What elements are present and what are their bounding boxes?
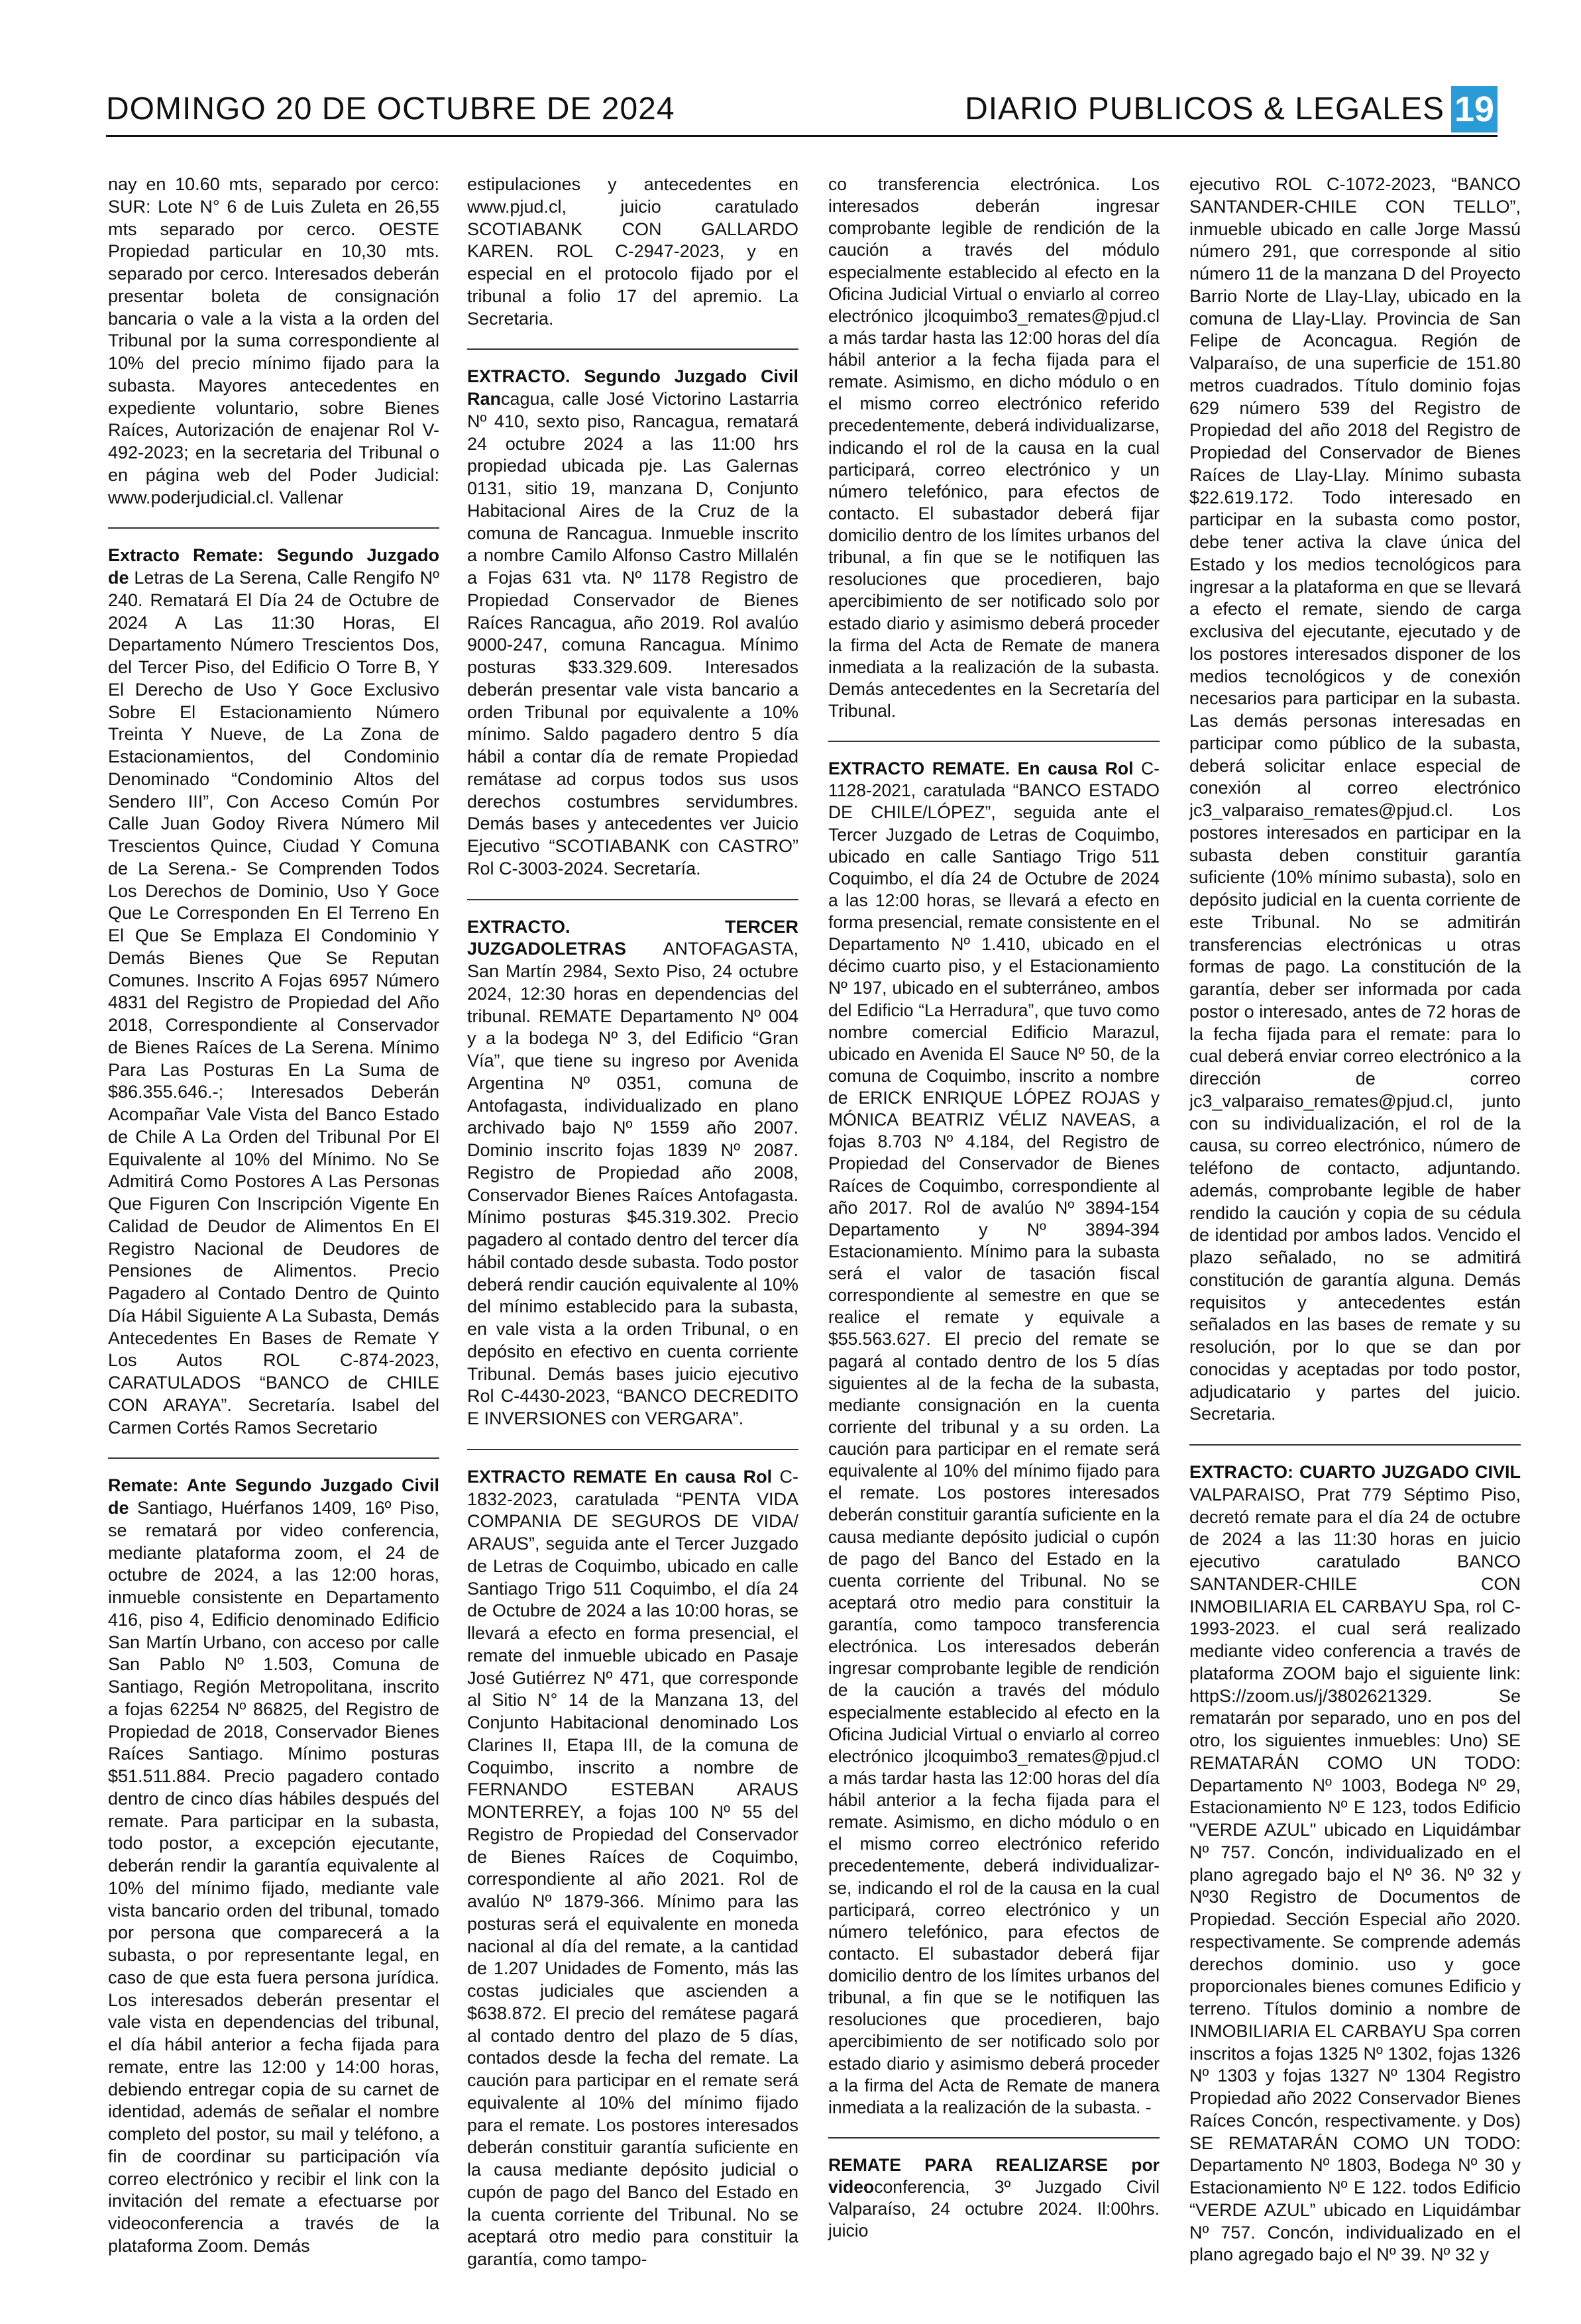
column-4: [1189, 174, 1521, 2285]
notice-heading: EXTRACTO. TERCER JUZGADOLETRAS: [467, 916, 798, 959]
issue-date: DOMINGO 20 DE OCTUBRE DE 2024: [106, 91, 675, 127]
notice: [108, 1475, 439, 2257]
column-2: [467, 174, 798, 2290]
notice-heading: EXTRACTO: CUARTO JUZGADO CIVIL: [1189, 1462, 1521, 1482]
notice-heading: EXTRACTO. Segundo Juzgado Civil Ran: [467, 366, 798, 409]
notice-heading: Remate: Ante Segundo Juzgado Civil de: [108, 1475, 439, 1518]
notice-body: conferencia, 3º Juzgado Civil Valparaíso, 24 octubre 2024. Il:00hrs. juicio: [828, 2177, 1160, 2241]
notice-divider: [108, 1457, 439, 1459]
notice-divider: [108, 527, 439, 529]
notice-continuation: estipulaciones y antecedentes en www.pjud.cl, juicio caratulado SCOTIABANK CON GALLARDO KAREN. ROL C-2947-2023, y en especial en el protocolo fijado por el tribunal a folio 17 del apremio. La Secretaria.: [467, 174, 798, 329]
notice-divider: [467, 899, 798, 900]
header-rule: [106, 135, 1498, 137]
notice: [108, 545, 439, 1439]
notice: [828, 758, 1160, 2119]
notice-heading: EXTRACTO REMATE En causa Rol: [467, 1466, 773, 1487]
section-title: DIARIO PUBLICOS & LEGALES: [965, 91, 1445, 127]
notice-divider: [1189, 1444, 1521, 1446]
column-3: [828, 174, 1160, 2260]
notice-heading: Extracto Remate: Segundo Juzgado de: [108, 545, 439, 588]
column-1: [108, 174, 439, 2276]
notice-divider: [828, 2137, 1160, 2139]
notice-body: ANTOFAGASTA, San Martín 2984, Sexto Piso, 24 octubre 2024, 12:30 horas en dependencias del tribunal. REMATE Departamento Nº 004 y a la bodega Nº 3, del Edificio “Gran Vía”, que tiene su ingreso por Avenida Argentina Nº 0351, comuna de Antofagasta, individualizado en plano archivado bajo Nº 1559 año 2007. Dominio inscrito fojas 1839 Nº 2087. Registro de Propiedad año 2008, Conservador Bienes Raíces Antofagasta. Mínimo posturas $45.319.302. Precio pagadero al contado dentro del tercer día hábil contado desde subasta. Todo postor deberá rendir caución equivalente al 10% del mínimo establecido para la subasta, en vale vista a la orden Tribunal, o en depósito en efectivo en cuenta corriente Tribunal. Demás bases juicio ejecutivo Rol C-4430-2023, “BANCO DECREDITO E INVERSIONES con VERGARA”.: [467, 939, 798, 1428]
page-number-badge: 19: [1451, 86, 1498, 132]
notice-body: cagua, calle José Victorino Lastarria Nº 410, sexto piso, Rancagua, rematará 24 octubre 2024 a las 11:00 hrs propiedad ubicada pje. Las Galernas 0131, sitio 19, manzana D, Conjunto Habitacional Aires de la Cruz de la comuna de Rancagua. Inmueble inscrito a nombre Camilo Alfonso Castro Millalén a Fojas 631 vta. Nº 1178 Registro de Propiedad Conservador de Bienes Raíces Rancagua, año 2019. Rol avalúo 9000-247, comuna Rancagua. Mínimo posturas $33.329.609. Interesados deberán presentar vale vista bancario a orden Tribunal por equivalente a 10% mínimo. Saldo pagadero dentro 5 día hábil a contar día de remate Propiedad remátase ad corpus todos sus usos derechos costumbres servidumbres. Demás bases y antecedentes ver Juicio Ejecutivo “SCOTIABANK con CASTRO” Rol C-3003-2024. Secretaría.: [467, 389, 798, 878]
notice-divider: [828, 741, 1160, 742]
page-header: [106, 86, 1498, 132]
notice: [467, 916, 798, 1430]
notice-divider: [467, 348, 798, 350]
notice-body: Santiago, Huérfanos 1409, 16º Piso, se rematará por video conferencia, mediante plataforma zoom, el 24 de octubre de 2024, a las 12:00 horas, inmueble consistente en Departamento 416, piso 4, Edificio denominado Edificio San Martín Urbano, con acceso por calle San Pablo Nº 1.503, Comuna de Santiago, Región Metropolitana, inscrito a fojas 62254 Nº 86825, del Registro de Propiedad de 2018, Conservador Bienes Raíces Santiago. Mínimo posturas $51.511.884. Precio pagadero contado dentro de cinco días hábiles después del remate. Para participar en la subasta, todo postor, a excepción ejecutante, deberán rendir la garantía equivalente al 10% del mínimo fijado, mediante vale vista bancario orden del tribunal, tomado por persona que comparecerá a la subasta, o por representante legal, en caso de que esta fuera persona jurídica. Los interesados deberán presentar el vale vista en dependencias del tribunal, el día hábil anterior a fecha fijada para remate, entre las 12:00 y 14:00 horas, debiendo entregar copia de su carnet de identidad, además de señalar el nombre completo del postor, su mail y teléfono, a fin de coordinar su participación vía correo electrónico y recibir el link con la invitación del remate a efectuarse por videoconferencia a través de la plataforma Zoom. Demás: [108, 1498, 439, 2256]
notice-divider: [467, 1449, 798, 1450]
notice: [467, 366, 798, 880]
notice-continuation: nay en 10.60 mts, separado por cerco: SUR: Lote N° 6 de Luis Zuleta en 26,55 mts separado por cerco. OESTE Propiedad particular en 10,30 mts. separado por cerco. Interesados deberán presentar boleta de consignación bancaria o vale a la vista a la orden del Tribunal por la suma correspondiente al 10% del precio mínimo fijado para la subasta. Mayores antecedentes en expediente voluntario, sobre Bienes Raíces, Autorización de enajenar Rol V-492-2023; en la secretaria del Tribunal o en página web del Poder Judicial: www.poderjudicial.cl. Vallenar: [108, 174, 439, 507]
notice-continuation: ejecutivo ROL C-1072-2023, “BANCO SANTANDER-CHILE CON TELLO”, inmueble ubicado en calle Jorge Massú número 291, que corresponde al sitio número 11 de la manzana D del Proyecto Barrio Norte de Llay-Llay, ubicado en la comuna de Llay-Llay. Provincia de San Felipe de Aconcagua. Región de Valparaíso, de una superficie de 151.80 metros cuadrados. Título dominio fojas 629 número 539 del Registro de Propiedad del año 2018 del Registro de Propiedad del Conservador de Bienes Raíces de Llay-Llay. Mínimo subasta $22.619.172. Todo interesado en participar en la subasta como postor, debe tener activa la clave única del Estado y los medios tecnológicos para ingresar a la plataforma en que se llevará a efecto el remate, siendo de carga exclusiva del ejecutante, ejecutado y de los postores interesados disponer de los medios tecnológicos y de conexión necesarios para participar en la subasta. Las demás personas interesadas en participar como público de la subasta, deberá solicitar enlace especial de conexión al correo electrónico jc3_valparaiso_remates@pjud.cl. Los postores interesados en participar en la subasta deben constituir garantía suficiente (10% mínimo subasta), solo en depósito judicial en la cuenta corriente de este Tribunal. No se admitirán transferencias electrónicas u otras formas de pago. La constitución de la garantía, deber ser informada por cada postor o interesado, antes de 72 horas de la fecha fijada para el remate: para lo cual deberá enviar correo electrónico a la dirección de correo jc3_valparaiso_remates@pjud.cl, junto con su individualización, el rol de la causa, su correo electrónico, número de teléfono de contacto, adjuntando. además, comprobante legible de haber rendido la caución y copia de su cédula de identidad por ambos lados. Vencido el plazo señalado, no se admitirá constitución de garantía alguna. Demás requisitos y antecedentes están señalados en las bases de remate y su resolución, por lo que se dan por conocidas y aceptadas por todo postor, adjudicatario y partes del juicio. Secretaria.: [1189, 174, 1521, 1424]
notice-body: Letras de La Serena, Calle Rengifo Nº 240. Rematará El Día 24 de Octubre de 2024 A Las 11:30 Horas, El Departamento Número Trescientos Dos, del Tercer Piso, del Edificio O Torre B, Y El Derecho de Uso Y Goce Exclusivo Sobre El Estacionamiento Número Treinta Y Nueve, de La Zona de Estacionamientos, del Condominio Denominado “Condominio Altos del Sendero III”, Con Acceso Común Por Calle Juan Godoy Rivera Número Mil Trescientos Quince, Ciudad Y Comuna de La Serena.- Se Comprenden Todos Los Derechos de Dominio, Uso Y Goce Que Le Corresponden En El Terreno En El Que Se Emplaza El Condominio Y Demás Bienes Que Se Reputan Comunes. Inscrito A Fojas 6957 Número 4831 del Registro de Propiedad del Año 2018, Correspondiente al Conservador de Bienes Raíces de La Serena. Mínimo Para Las Posturas En La Suma de $86.355.646.-; Interesados Deberán Acompañar Vale Vista del Banco Estado de Chile A La Orden del Tribunal Por El Equivalente al 10% del Mínimo. No Se Admitirá Como Postores A Las Personas Que Figuren Con Inscripción Vigente En Calidad de Deudor de Alimentos En El Registro Nacional de Deudores de Pensiones de Alimentos. Precio Pagadero al Contado Dentro de Quinto Día Hábil Siguiente A La Subasta, Demás Antecedentes En Bases de Remate Y Los Autos ROL C-874-2023, CARATULADOS “BANCO de CHILE CON ARAYA”. Secretaría. Isabel del Carmen Cortés Ramos Secretario: [108, 568, 439, 1438]
notice-body: VALPARAISO, Prat 779 Séptimo Piso, decretó remate para el día 24 de octubre de 2024 a las 11:30 horas en juicio ejecutivo caratulado BANCO SANTANDER-CHILE CON INMOBILIARIA EL CARBAYU Spa, rol C-1993-2023. el cual será realizado mediante video conferencia a través de plataforma ZOOM bajo el siguiente link: httpS://zoom.us/j/3802621329. Se rematarán por separado, uno en pos del otro, los siguientes inmuebles: Uno) SE REMATARÁN COMO UN TODO: Departamento Nº 1003, Bodega Nº 29, Estacionamiento Nº E 123, todos Edificio "VERDE AZUL" ubicado en Liquidámbar Nº 757. Concón, individualizado en el plano agregado bajo el Nº 36. Nº 32 y Nº30 Registro de Documentos de Propiedad. Sección Especial año 2020. respectivamente. Se comprende además derechos dominio. uso y goce proporcionales bienes comunes Edificio y terreno. Títulos dominio a nombre de INMOBILIARIA EL CARBAYU Spa corren inscritos a fojas 1325 Nº 1302, fojas 1326 Nº 1303 y fojas 1327 Nº 1304 Registro Propiedad año 2022 Conservador Bienes Raíces Concón, respectivamente. y Dos) SE REMATARÁN COMO UN TODO: Departamento Nº 1803, Bodega Nº 30 y Estacionamiento Nº E 122. todos Edificio “VERDE AZUL” ubicado en Liquidámbar Nº 757. Concón, individualizado en el plano agregado bajo el Nº 39. Nº 32 y: [1189, 1484, 1521, 2265]
notice: [467, 1466, 798, 2271]
notice-continuation: co transferencia electrónica. Los interesados deberán ingresar comprobante legible de rendición de la caución a través del módulo especialmente establecido al efecto en la Oficina Judicial Virtual o enviarlo al correo electrónico jlcoquimbo3_remates@pjud.cl a más tardar hasta las 12:00 horas del día hábil anterior a la fecha fijada para el remate. Asimismo, en dicho módulo o en el mismo correo electrónico referido precedentemente, deberá individualizarse, indicando el rol de la causa en la cual participará, correo electrónico y un número telefónico, para efectos de contacto. El subastador deberá fijar domicilio dentro de los límites urbanos del tribunal, a fin que se le notifiquen las resoluciones que procedieren, bajo apercibimiento de ser notificado solo por estado diario y asimismo deberá proceder la firma del Acta de Remate de manera inmediata a la realización de la subasta. Demás antecedentes en la Secretaría del Tribunal.: [828, 174, 1160, 721]
notice: [1189, 1461, 1521, 2266]
notice-body: C-1128-2021, caratulada “BANCO ESTADO DE CHILE/LÓPEZ”, seguida ante el Tercer Juzgado de Letras de Coquimbo, ubicado en calle Santiago Trigo 511 Coquimbo, el día 24 de Octubre de 2024 a las 12:00 horas, se llevará a efecto en forma presencial, remate consistente en el Departamento Nº 1.410, ubicado en el décimo cuarto piso, y el Estacionamiento Nº 197, ubicado en el subterráneo, ambos del Edificio “La Herradura”, que tuvo como nombre comercial Edificio Marazul, ubicado en Avenida El Sauce Nº 50, de la comuna de Coquimbo, inscrito a nombre de ERICK ENRIQUE LÓPEZ ROJAS y MÓNICA BEATRIZ VÉLIZ NAVEAS, a fojas 8.703 Nº 4.184, del Registro de Propiedad del Conservador de Bienes Raíces de Coquimbo, correspondiente al año 2017. Rol de avalúo Nº 3894-154 Departamento y Nº 3894-394 Estacionamiento. Mínimo para la subasta será el valor de tasación fiscal correspondiente al semestre en que se realice el remate y equivale a $55.563.627. El precio del remate se pagará al contado dentro de los 5 días siguientes al de la fecha de la subasta, mediante consignación en la cuenta corriente del tribunal y a su orden. La caución para participar en el remate será equivalente al 10% del mínimo fijado para el remate. Los postores interesados deberán constituir garantía suficiente en la causa mediante depósito judicial o cupón de pago del Banco del Estado en la cuenta corriente del Tribunal. No se aceptará otro medio para constituir la garantía, como tampoco transferencia electrónica. Los interesados deberán ingresar comprobante legible de rendición de la caución a través del módulo especialmente establecido al efecto en la Oficina Judicial Virtual o enviarlo al correo electrónico jlcoquimbo3_remates@pjud.cl a más tardar hasta las 12:00 horas del día hábil anterior a la fecha fijada para el remate. Asimismo, en dicho módulo o en el mismo correo electrónico referido precedentemente, deberá individualizar-se, indicando el rol de la causa en la cual participará, correo electrónico y un número telefónico, para efectos de contacto. El subastador deberá fijar domicilio dentro de los límites urbanos del tribunal, a fin que se le notifiquen las resoluciones que procedieren, bajo apercibimiento de ser notificado solo por estado diario y asimismo deberá proceder a la firma del Acta de Remate de manera inmediata a la realización de la subasta. -: [828, 759, 1160, 2117]
notice-heading: EXTRACTO REMATE. En causa Rol: [828, 759, 1134, 779]
notice-heading: REMATE PARA REALIZARSE por video: [828, 2154, 1160, 2197]
notice: [828, 2154, 1160, 2243]
notice-body: C-1832-2023, caratulada “PENTA VIDA COMPANIA DE SEGUROS DE VIDA/ ARAUS”, seguida ante el Tercer Juzgado de Letras de Coquimbo, ubicado en calle Santiago Trigo 511 Coquimbo, el día 24 de Octubre de 2024 a las 10:00 horas, se llevará a efecto en forma presencial, el remate del inmueble ubicado en Pasaje José Gutiérrez Nº 471, que corresponde al Sitio N° 14 de la Manzana 13, del Conjunto Habitacional denominado Los Clarines II, Etapa III, de la comuna de Coquimbo, inscrito a nombre de FERNANDO ESTEBAN ARAUS MONTERREY, a fojas 100 Nº 55 del Registro de Propiedad del Conservador de Bienes Raíces de Coquimbo, correspondiente al año 2021. Rol de avalúo Nº 1879-366. Mínimo para las posturas será el equivalente en moneda nacional al día del remate, a la cantidad de 1.207 Unidades de Fomento, más las costas judiciales que ascienden a $638.872. El precio del remátese pagará al contado dentro del plazo de 5 días, contados desde la fecha del remate. La caución para participar en el remate será equivalente al 10% del mínimo fijado para el remate. Los postores interesados deberán constituir garantía suficiente en la causa mediante depósito judicial o cupón de pago del Banco del Estado en la cuenta corriente del Tribunal. No se aceptará otro medio para constituir la garantía, como tampo-: [467, 1466, 798, 2269]
